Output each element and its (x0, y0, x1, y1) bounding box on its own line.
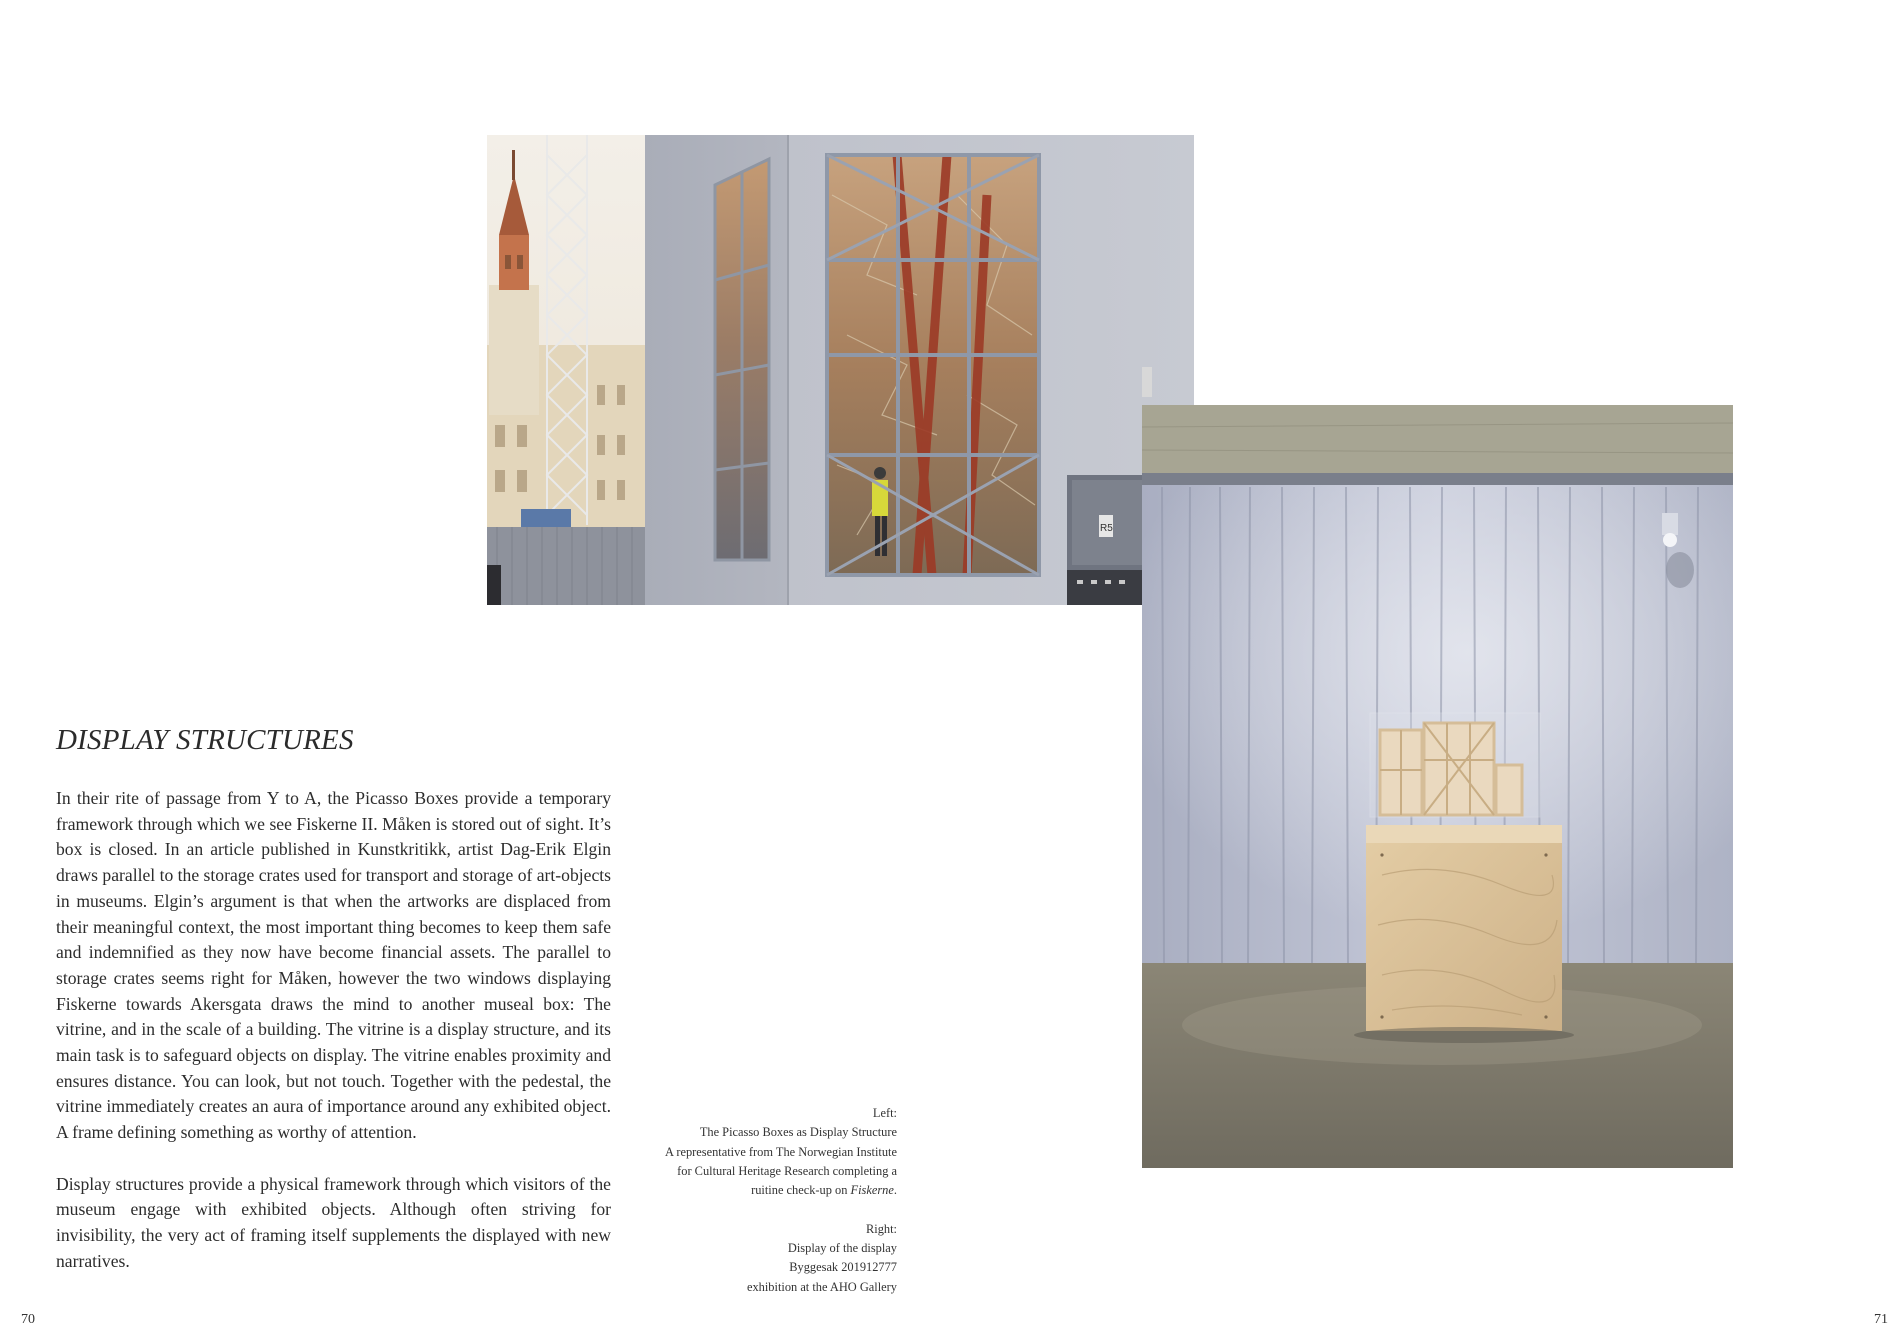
article-body (56, 786, 611, 1300)
caption-right-label: Right: (866, 1221, 897, 1236)
caption-line: The Picasso Boxes as Display Structure (699, 1125, 897, 1140)
caption-text: ruitine check-up on (751, 1183, 851, 1198)
caption-right-block (640, 1220, 897, 1297)
caption-line: A representative from The Norwegian Institute (664, 1144, 897, 1159)
caption-emphasis: Fiskerne (850, 1183, 894, 1198)
building-window-photo (487, 135, 1194, 605)
display-exhibition-photo (1142, 405, 1733, 1168)
body-paragraph: Display structures provide a physical framework through which visitors of the museum engage with exhibited objects. Although often striving for invisibility, the very act of framing itself supplements the displayed with new narratives. (56, 1173, 611, 1271)
caption-line (640, 1181, 897, 1200)
caption-line: for Cultural Heritage Research completing a (677, 1163, 897, 1178)
caption-line: exhibition at the AHO Gallery (746, 1279, 897, 1294)
utility-box-sign: R5 (1100, 523, 1113, 534)
caption-left-block (640, 1104, 897, 1200)
page-number-left: 70 (21, 1312, 35, 1327)
section-heading: DISPLAY STRUCTURES (56, 724, 354, 756)
caption-left-label: Left: (872, 1106, 897, 1120)
photo-caption (640, 1104, 897, 1316)
caption-line: Display of the display (787, 1241, 897, 1256)
page-number-right: 71 (1874, 1312, 1888, 1327)
building-window-illustration (487, 135, 1194, 605)
caption-line: Byggesak 201912777 (789, 1260, 897, 1275)
display-pedestal-illustration (1142, 405, 1733, 1168)
body-paragraph: In their rite of passage from Y to A, the Picasso Boxes provide a temporary framework through which we see Fiskerne II. Måken is stored out of sight. It’s box is closed. In an article published in Kunstkritikk, artist Dag-Erik Elgin draws parallel to the storage crates used for transport and storage of art-objects in museums. Elgin’s argument is that when the artworks are displaced from their meaningful context, the most important thing becomes to keep them safe and indemnified as they now have become financial assets. The parallel to storage crates seems right for Måken, however the two windows displaying Fiskerne towards Akersgata draws the mind to another museal box: The vitrine, and in the scale of a building. The vitrine is a display structure, and its main task is to safeguard objects on display. The vitrine enables proximity and ensures distance. You can look, but not touch. Together with the pedestal, the vitrine immediately creates an aura of importance around any exhibited object. A frame defining something as worthy of attention. (56, 788, 611, 1143)
caption-text: . (893, 1183, 897, 1198)
